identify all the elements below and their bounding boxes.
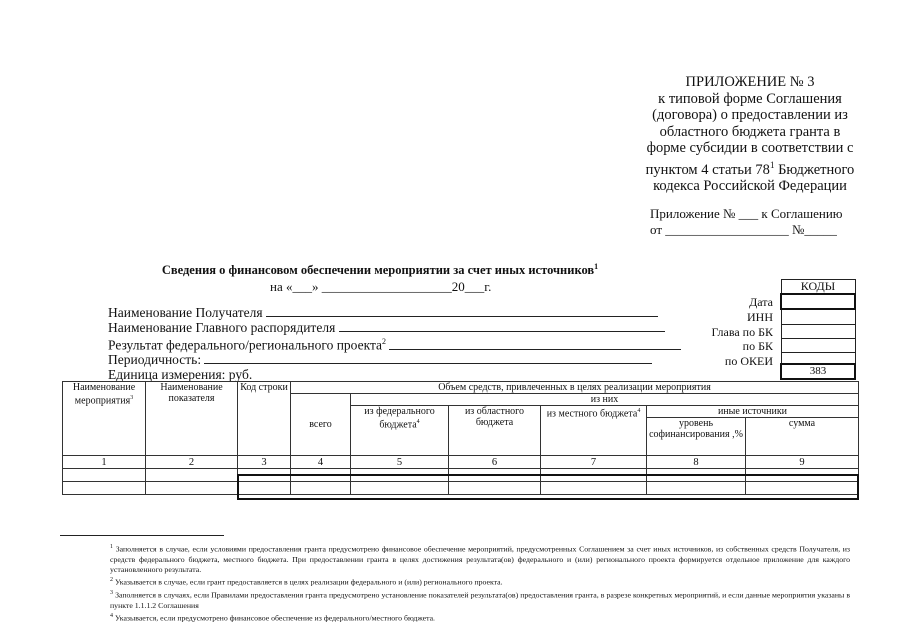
code-label-inn: ИНН (747, 309, 773, 324)
table-cell[interactable] (449, 482, 541, 495)
appendix-line: к типовой форме Соглашения (658, 90, 842, 107)
footnotes (60, 542, 850, 624)
codes-header: КОДЫ (781, 280, 855, 295)
col-header-row-code: Код строки (238, 382, 291, 456)
codes-labels (660, 295, 773, 369)
code-chapter-cell[interactable] (781, 324, 855, 338)
table-cell[interactable] (647, 482, 746, 495)
col-header-regional: из областного бюджета (449, 406, 541, 456)
periodicity-label: Периодичность: (108, 353, 681, 368)
code-label-chapter: Глава по БК (711, 324, 773, 339)
manager-field[interactable] (339, 321, 665, 332)
table-cell[interactable] (647, 469, 746, 482)
table-row (63, 469, 859, 482)
col-number: 4 (291, 456, 351, 469)
col-number: 6 (449, 456, 541, 469)
table-cell[interactable] (746, 469, 859, 482)
table-cell[interactable] (291, 482, 351, 495)
col-header-event: Наименование мероприятия$^3$ (63, 382, 146, 456)
col-number: 8 (647, 456, 746, 469)
col-header-total: всего (291, 394, 351, 456)
footnote-2: $^2$ Указывается в случае, если грант предоставляется в целях реализации федерального и (или) регионального проекта. (110, 577, 503, 587)
footnote-4: $^4$ Указывается, если предусмотрено финансовое обеспечение из федерального/местного бюджета. (110, 613, 436, 623)
code-label-bk: по БК (742, 339, 773, 354)
appendix-line: форме субсидии в соответствии с (646, 140, 854, 156)
col-number: 2 (146, 456, 238, 469)
col-number: 5 (351, 456, 449, 469)
periodicity-field[interactable] (204, 353, 652, 364)
col-header-indicator: Наименование показателя (146, 382, 238, 456)
col-number: 1 (63, 456, 146, 469)
col-header-federal: из федерального бюджета$^4$ (351, 406, 449, 456)
table-cell[interactable] (291, 469, 351, 482)
code-inn-cell[interactable] (781, 309, 855, 324)
agreement-ref-date: от ___________________ №_____ (650, 222, 837, 237)
code-label-okei: по ОКЕИ (724, 354, 773, 369)
col-header-cofinancing: уровень софинансирования ,% (647, 418, 746, 456)
document-title: Сведения о финансовом обеспечении мероприятии за счет иных источников$^1$ (161, 262, 599, 278)
form-labels (108, 306, 681, 382)
col-header-other: иные источники (647, 406, 859, 418)
col-number: 7 (541, 456, 647, 469)
footnote-3: $^3$ Заполняется в случаях, если Правилами предоставления гранта предусмотрено установление показателей результата(ов) предоставления гранта, в разрезе конкретных мероприятий, и если данные мероприятия указаны в пункте 1.1.1.2 Соглашения (110, 590, 851, 610)
appendix-line: пунктом 4 статьи $78^1$ Бюджетного (645, 159, 855, 178)
table-cell[interactable] (63, 482, 146, 495)
footnote-1: $^1$ Заполняется в случае, если условиями предоставления гранта предусмотрено финансовое обеспечение мероприятий, предусмотренных Соглашением за счет иных источников, из собственных средств Получателя, из средств федерального бюджета, местного бюджета. При предоставлении гранта в целях достижения результата(ов) федерального и (или) регионального проекта формируется отдельное приложение для каждого установленного результата. (110, 544, 851, 574)
code-date-cell[interactable] (781, 294, 855, 309)
table-cell[interactable] (238, 482, 291, 495)
table-cell[interactable] (146, 469, 238, 482)
code-okei-cell: 383 (781, 364, 855, 379)
appendix-line: (договора) о предоставлении из (652, 107, 848, 123)
manager-label: Наименование Главного распорядителя (108, 321, 681, 336)
col-header-sum: сумма (746, 418, 859, 456)
code-label-date: Дата (749, 295, 773, 309)
table-cell[interactable] (541, 469, 647, 482)
appendix-line: кодекса Российской Федерации (653, 177, 847, 194)
code-bk-cell[interactable] (781, 338, 855, 352)
col-number: 3 (238, 456, 291, 469)
table-cell[interactable] (541, 482, 647, 495)
code-blank-cell (781, 352, 855, 364)
table-cell[interactable] (746, 482, 859, 495)
table-cell[interactable] (351, 482, 449, 495)
col-header-of-them: из них (351, 394, 859, 406)
agreement-ref-line: Приложение № ___ к Соглашению (650, 206, 843, 221)
recipient-label: Наименование Получателя (108, 306, 681, 321)
financing-table (62, 381, 859, 495)
project-field[interactable] (389, 339, 681, 350)
unit-label: Единица измерения: руб. (108, 366, 253, 382)
document-date: на «___» ____________________20___г. (270, 279, 492, 294)
col-header-local: из местного бюджета$^4$ (541, 406, 647, 456)
col-header-group: Объем средств, привлеченных в целях реализации мероприятия (291, 382, 859, 394)
project-label: Результат федерального/регионального проекта$^2$ (108, 335, 681, 353)
table-cell[interactable] (351, 469, 449, 482)
table-cell[interactable] (146, 482, 238, 495)
table-cell[interactable] (238, 469, 291, 482)
appendix-title: ПРИЛОЖЕНИЕ № 3 (685, 74, 815, 90)
appendix-line: областного бюджета гранта в (659, 123, 841, 140)
appendix-header (610, 74, 890, 194)
recipient-field[interactable] (266, 306, 658, 317)
agreement-reference (650, 206, 865, 238)
codes-box (780, 279, 856, 380)
footnote-divider (60, 535, 224, 536)
col-number: 9 (746, 456, 859, 469)
table-cell[interactable] (449, 469, 541, 482)
table-row (63, 482, 859, 495)
table-cell[interactable] (63, 469, 146, 482)
